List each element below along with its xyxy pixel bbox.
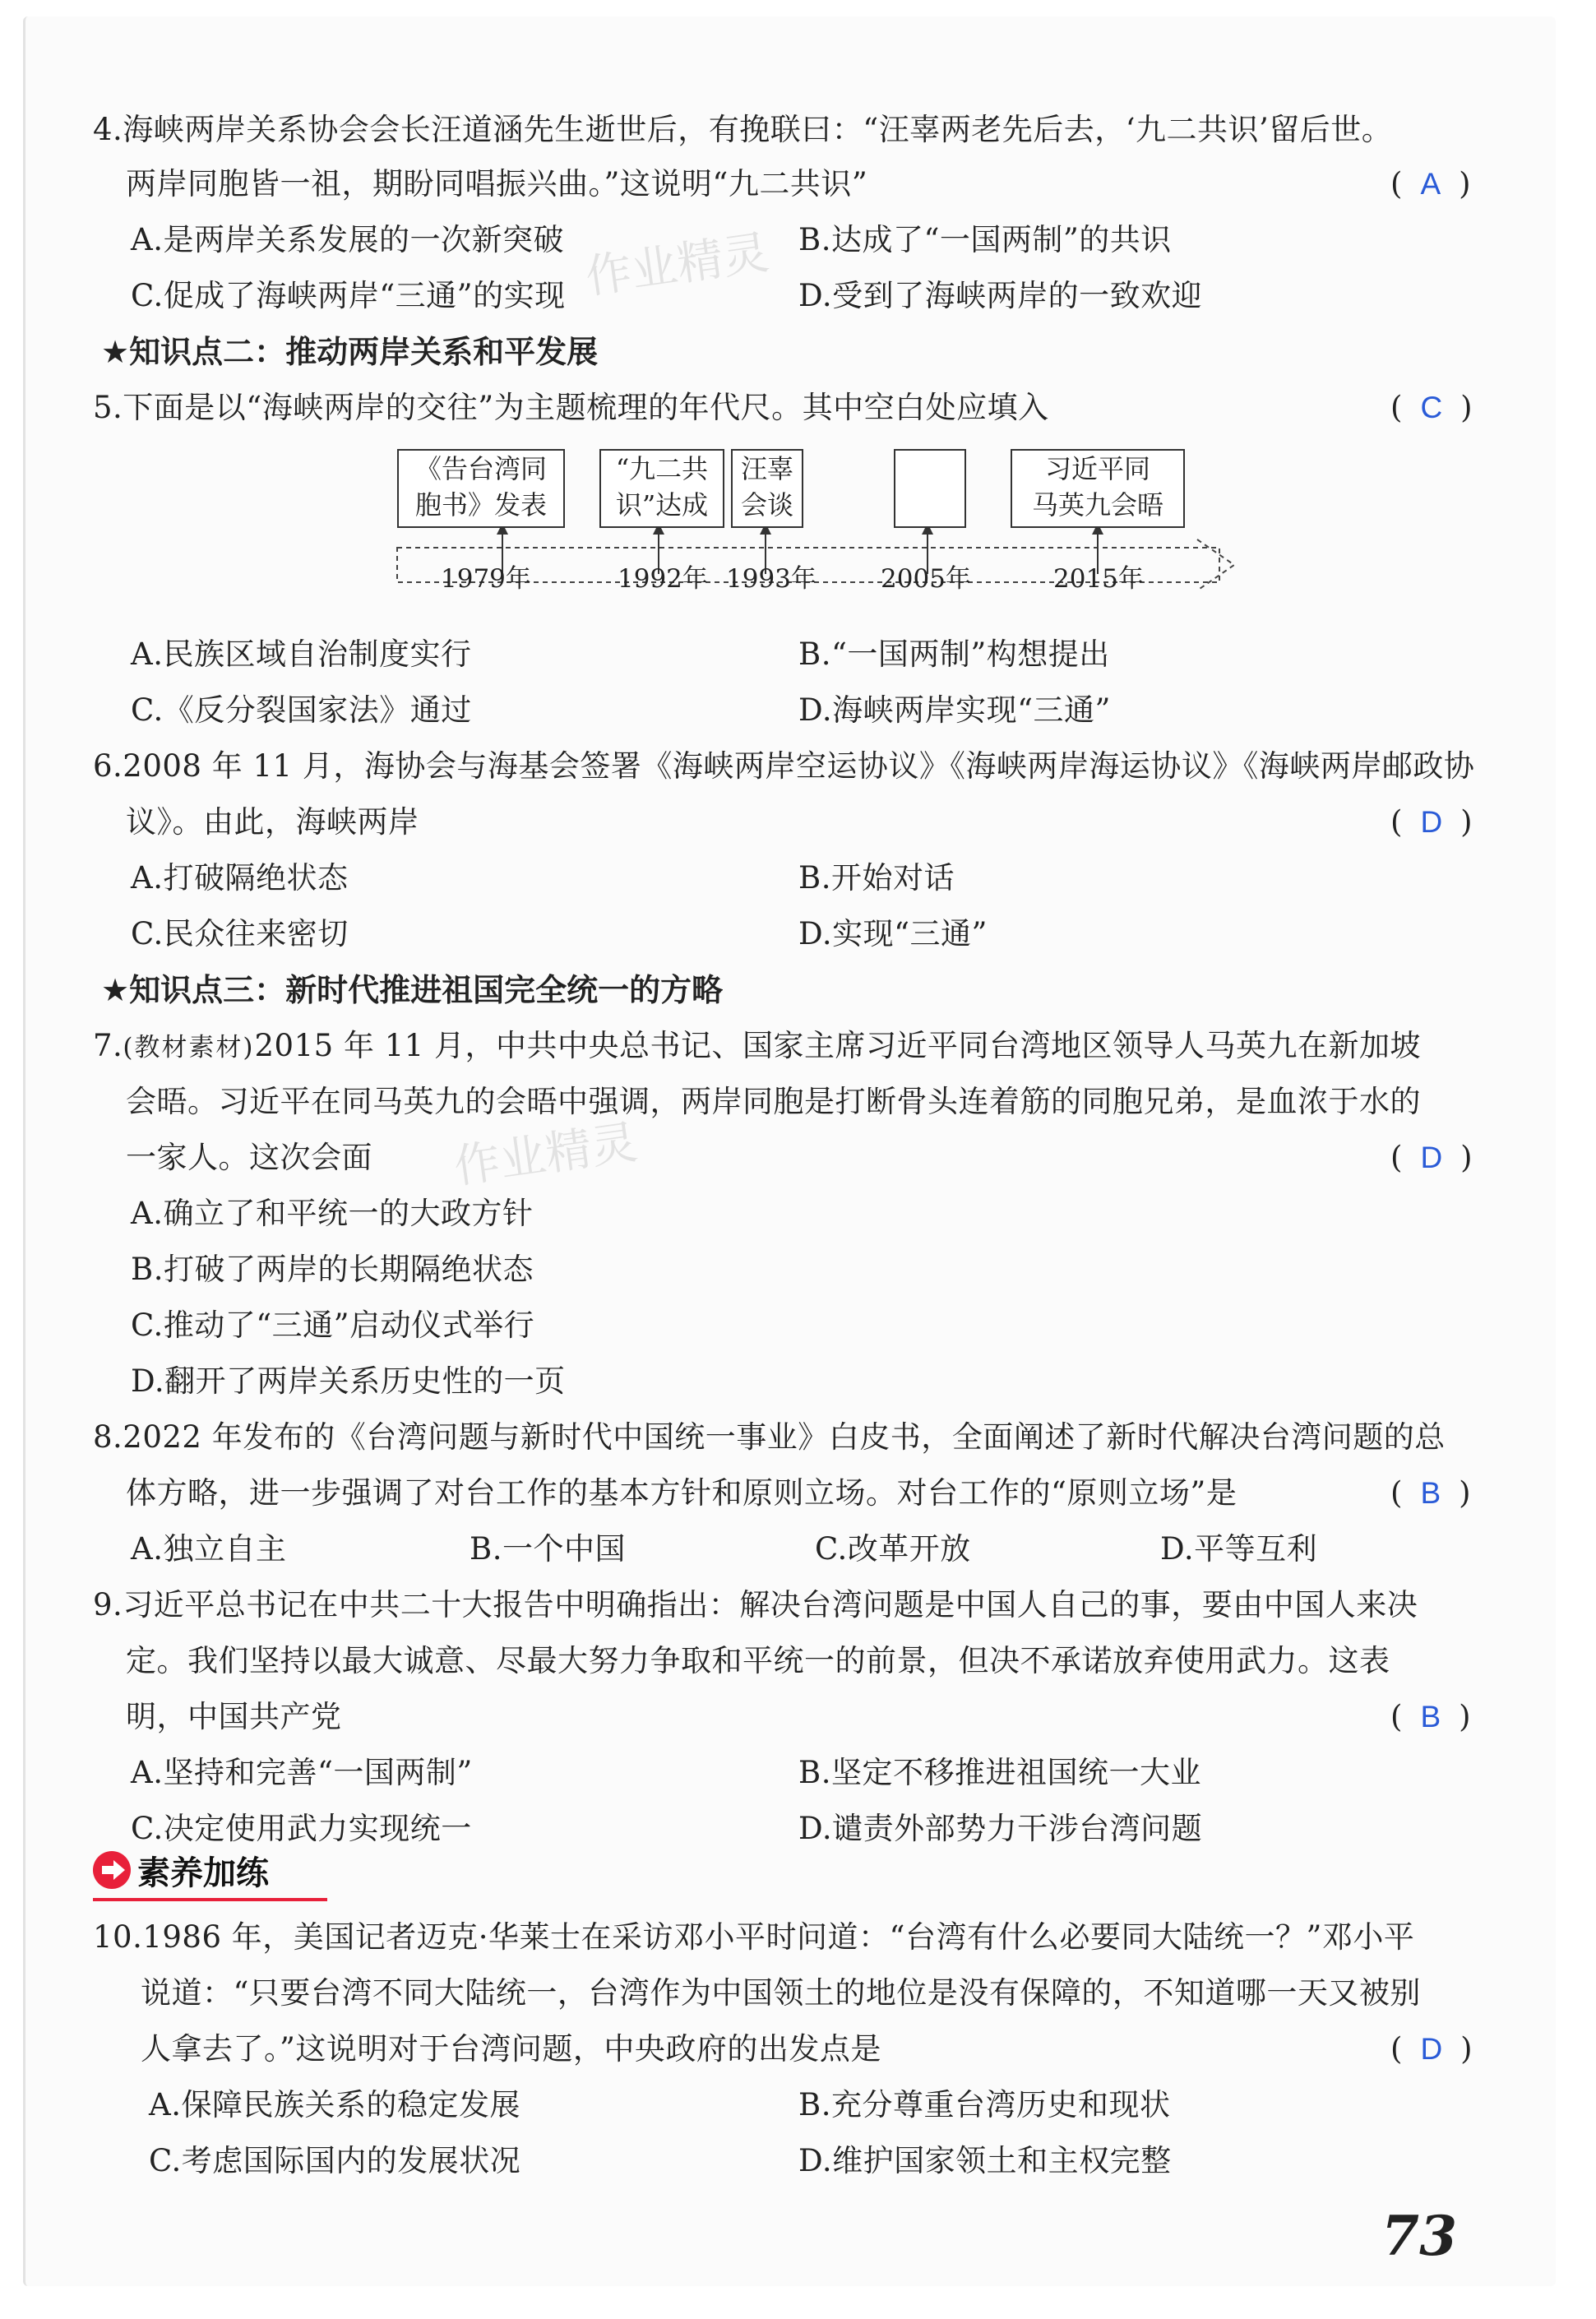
practice-banner (93, 1847, 269, 1893)
q5-option-a: A.民族区域自治制度实行 (131, 636, 472, 672)
banner-title: 素养加练 (137, 1854, 269, 1892)
timeline-box-1993 (731, 449, 803, 528)
section-heading-3: ★知识点三：新时代推进祖国完全统一的方略 (101, 972, 724, 1008)
q7-option-a: A.确立了和平统一的大政方针 (131, 1196, 534, 1231)
q10-answer: ( D ) (1390, 2031, 1473, 2067)
timeline-box-text: 《告台湾同 (414, 453, 547, 484)
q7-answer: ( D ) (1390, 1140, 1473, 1175)
q9-stem-line1: 9.习近平总书记在中共二十大报告中明确指出：解决台湾问题是中国人自己的事，要由中国人来决 (93, 1587, 1418, 1622)
timeline-box-text: 汪辜 (740, 453, 793, 484)
q4-stem-line2: 两岸同胞皆一祖，期盼同唱振兴曲。”这说明“九二共识” (126, 166, 868, 201)
banner-underline (93, 1898, 327, 1901)
q6-answer-letter: D (1420, 805, 1443, 839)
page-number: 73 (1381, 2204, 1457, 2268)
q5-option-c: C.《反分裂国家法》通过 (131, 692, 472, 728)
timeline-year: 1992年 (618, 564, 708, 594)
q8-answer: ( B ) (1390, 1475, 1471, 1511)
q7-stem-line2: 会晤。习近平在同马英九的会晤中强调，两岸同胞是打断骨头连着筋的同胞兄弟，是血浓于水的 (126, 1084, 1421, 1119)
q5-stem-line1: 5.下面是以“海峡两岸的交往”为主题梳理的年代尺。其中空白处应填入 (93, 390, 1049, 425)
q9-option-b: B.坚定不移推进祖国统一大业 (798, 1755, 1201, 1790)
section-heading-2: ★知识点二：推动两岸关系和平发展 (101, 334, 599, 370)
q4-option-b: B.达成了“一国两制”的共识 (798, 222, 1172, 257)
q8-option-c: C.改革开放 (815, 1531, 971, 1567)
q8-option-b: B.一个中国 (470, 1531, 626, 1567)
q10-stem-line3: 人拿去了。”这说明对于台湾问题，中央政府的出发点是 (141, 2031, 881, 2067)
q7-stem-line3: 一家人。这次会面 (126, 1140, 372, 1175)
q7-source-tag: (教材素材) (123, 1033, 255, 1062)
q8-stem-line1: 8.2022 年发布的《台湾问题与新时代中国统一事业》白皮书，全面阐述了新时代解决台湾问题的总 (93, 1419, 1446, 1455)
timeline-box-text: 马英九会晤 (1031, 489, 1163, 521)
q9-option-a: A.坚持和完善“一国两制” (131, 1755, 473, 1790)
q6-option-b: B.开始对话 (798, 860, 955, 896)
q6-stem-line2: 议》。由此，海峡两岸 (126, 804, 419, 840)
q8-stem-line2: 体方略，进一步强调了对台工作的基本方针和原则立场。对台工作的“原则立场”是 (126, 1475, 1237, 1511)
q8-option-d: D.平等互利 (1160, 1531, 1318, 1567)
timeline-box-2015 (1011, 449, 1185, 528)
timeline-box-1992 (599, 449, 724, 528)
q8-answer-letter: B (1420, 1476, 1441, 1510)
timeline-box-text: 习近平同 (1044, 453, 1150, 484)
q5-answer-letter: C (1420, 391, 1443, 424)
q7-number: 7. (93, 1028, 123, 1063)
q7-option-d: D.翻开了两岸关系历史性的一页 (131, 1363, 566, 1399)
q9-option-d: D.谴责外部势力干涉台湾问题 (798, 1811, 1203, 1846)
q10-option-b: B.充分尊重台湾历史和现状 (798, 2087, 1171, 2122)
q4-answer-letter: A (1420, 167, 1441, 201)
q10-option-d: D.维护国家领土和主权完整 (798, 2143, 1172, 2178)
q6-answer: ( D ) (1390, 804, 1473, 840)
timeline-box-blank (894, 449, 966, 528)
timeline-box-text: “九二共 (615, 453, 709, 484)
q4-option-c: C.促成了海峡两岸“三通”的实现 (131, 278, 566, 313)
q9-option-c: C.决定使用武力实现统一 (131, 1811, 472, 1846)
timeline-box-text: 胞书》发表 (414, 489, 547, 521)
q9-answer: ( B ) (1390, 1699, 1471, 1734)
q10-option-c: C.考虑国际国内的发展状况 (149, 2143, 521, 2178)
q10-stem-line1: 10.1986 年，美国记者迈克·华莱士在采访邓小平时问道：“台湾有什么必要同大陆统一？”邓小平 (93, 1919, 1415, 1955)
q7-stem-text: 2015 年 11 月，中共中央总书记、国家主席习近平同台湾地区领导人马英九在新加坡 (254, 1028, 1422, 1063)
q7-option-c: C.推动了“三通”启动仪式举行 (131, 1308, 535, 1343)
q4-option-a: A.是两岸关系发展的一次新突破 (131, 222, 564, 257)
q7-answer-letter: D (1420, 1141, 1443, 1174)
q6-option-d: D.实现“三通” (798, 916, 988, 951)
q10-answer-letter: D (1420, 2032, 1443, 2066)
q4-option-d: D.受到了海峡两岸的一致欢迎 (798, 278, 1203, 313)
q8-option-a: A.独立自主 (131, 1531, 287, 1567)
timeline-box-text: 识”达成 (615, 489, 709, 521)
q5-option-d: D.海峡两岸实现“三通” (798, 692, 1111, 728)
watermark: 作业精灵 (451, 1115, 641, 1195)
q9-answer-letter: B (1420, 1700, 1441, 1733)
q4-stem-line1: 4.海峡两岸关系协会会长汪道涵先生逝世后，有挽联曰：“汪辜两老先后去，‘九二共识’留后世。 (93, 112, 1393, 147)
q10-option-a: A.保障民族关系的稳定发展 (149, 2087, 520, 2122)
q9-stem-line3: 明，中国共产党 (126, 1699, 342, 1734)
timeline-year: 2005年 (881, 564, 971, 594)
q5-option-b: B.“一国两制”构想提出 (798, 636, 1110, 672)
q4-answer: ( A ) (1390, 166, 1471, 201)
q6-option-a: A.打破隔绝状态 (131, 860, 349, 896)
timeline-year: 1979年 (441, 564, 531, 594)
workbook-page (23, 16, 1556, 2286)
timeline-box-text: 会谈 (740, 489, 793, 521)
timeline-year: 1993年 (726, 564, 817, 594)
q5-timeline (387, 442, 1259, 615)
q6-option-c: C.民众往来密切 (131, 916, 349, 951)
watermark: 作业精灵 (582, 225, 773, 305)
q6-stem-line1: 6.2008 年 11 月，海协会与海基会签署《海峡两岸空运协议》《海峡两岸海运协议》《海峡两岸邮政协 (93, 748, 1475, 784)
timeline-year: 2015年 (1053, 564, 1144, 594)
q5-answer: ( C ) (1390, 390, 1473, 425)
arrow-right-icon (93, 1851, 131, 1889)
q10-stem-line2: 说道：“只要台湾不同大陆统一，台湾作为中国领土的地位是没有保障的，不知道哪一天又被别 (141, 1975, 1421, 2011)
timeline-box-1979 (397, 449, 565, 528)
q7-option-b: B.打破了两岸的长期隔绝状态 (131, 1252, 534, 1287)
q7-stem-line1 (93, 1025, 1421, 1069)
q9-stem-line2: 定。我们坚持以最大诚意、尽最大努力争取和平统一的前景，但决不承诺放弃使用武力。这表 (126, 1643, 1390, 1678)
